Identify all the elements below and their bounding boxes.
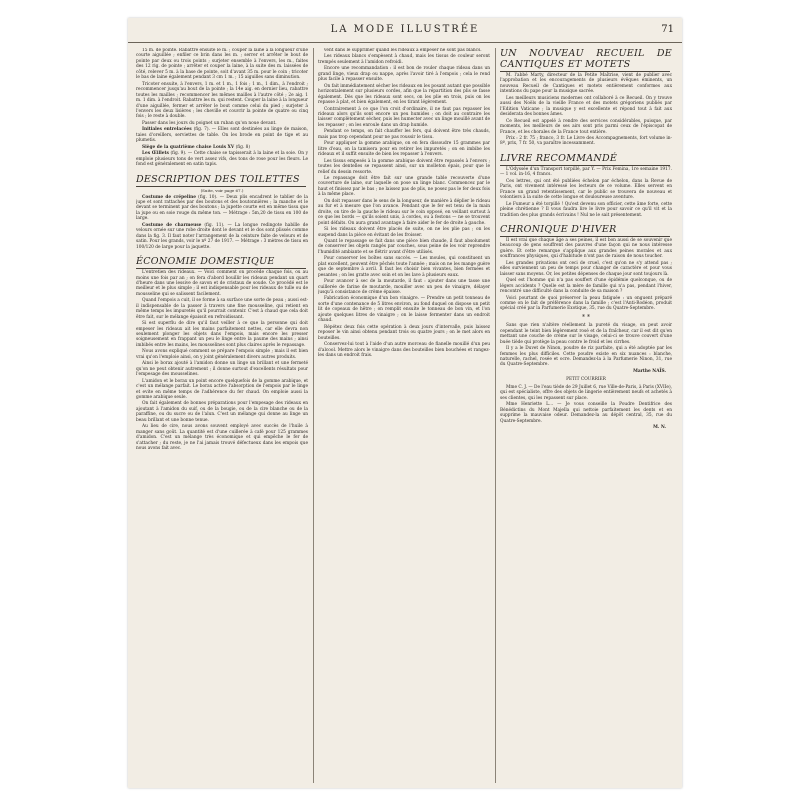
chronique-paragraph: Sans que rien n'altère réellement la pureté du visage, on peut avoir cependant le teint bien légèrement rosé et de la fraîcheur, car il est dit qu'en mettant une couche de crème sur le visage, celui-ci se trouve couvert d'une buée tiède qui protège la peau contre le froid et les cirrhes. [500,323,672,345]
section-underline [500,236,670,237]
column-left [136,48,308,783]
courrier-signature: M. N. [653,425,666,431]
newspaper-page [128,18,682,788]
crepeline-paragraph [136,195,308,222]
body-paragraph: Quant le repassage se fait dans une pièce bien chaude, il faut absolument de conserver les objets rangés par couches, sous peine de les voir reprendre l'humidité ambiante et se flétrir avant d'être utilisés. [318,238,490,255]
cantiques-paragraph: Les meilleurs musiciens modernes ont collaboré à ce Recueil. On y trouve aussi des Noëls de la vieille France et des motets grégoriens publiés par l'Edition Vaticane ; la musique y est excellente et répond tout à fait aux desiderata des bonnes âmes. [500,95,672,118]
page-header [128,18,682,43]
body-paragraph: Pour appliquer la gomme arabique, on en fera dissoudre 15 grammes par litre d'eau, on la tamisera pour en retirer les impuretés ; on en imbibe les rideaux et il suffit ensuite de bien les repasser à l'envers. [318,141,490,158]
crepeline-text: (fig. 10). — Deux plis encadrent le tablier de la jupe et sont rattachés par des boutons et des boutonnières ; la manche et le devant se terminent par des boutons ; la jupette courte est en même tissu que la jupe ou en soie rouge du même ton. — Métrage : 5m,20 de tissu en 100 de large. [136,194,308,222]
oeillets-paragraph [136,151,308,167]
courrier-paragraph: Mme C. J. — De l'eau tiède de 29 Juillet 6, rue Ville-de-Paris, à Paris (XVIIe), qui est spécialiste, offre des objets de lingerie entièrement neufs et achetés à ses clientes, qui les repassent sur place. [500,384,672,401]
initiales-text: (fig. 7). — Elles sont destinées au linge de maison, taies d'oreillers, serviettes de table. On les brode en point de tige et au plumetis. [136,127,308,144]
intro-paragraph-3: Passer dans les jours du poignet un ruban qu'on noue devant. [142,120,277,126]
column-divider-1 [313,48,314,783]
column-middle [318,48,490,783]
body-paragraph: Pour conserver les boîtes sans succès. — Les moules, qui constituent un plat excellent, peuvent être pêchés toute l'année ; mais on ne les mange guère que de septembre à avril. Il faut les choisir bien vivantes, bien fermées et pesantes ; on les gratte avec soin et on les lave à plusieurs eaux. [318,256,490,278]
economie-paragraph: Si est superflu de dire qu'il faut veiller à ce que la personne qui doit empeser les rideaux ait les mains parfaitement nettes, car elle devra non seulement plonger les objets dans l'empois, mais encore les presser soigneusement en frappant un peu le linge entre la paume des mains ; ainsi imbibés entre les mains, les mousselines sont plus claires après le repassage. [136,321,308,348]
body-paragraph: Conservez-lui tout à l'aide d'un autre morceau de flanelle mouillé d'un peu d'alcool. Mettre alors le vinaigre dans des bouteilles bien bouchées et rangez-les dans un endroit frais. [318,342,490,359]
cantiques-paragraph: M. l'abbé Marty, directeur de la Petite Maîtrise, vient de publier avec l'approbation et les encouragements de plusieurs évêques éminents, un nouveau Recueil de Cantiques et motets entièrement conformes aux intentions du pape pour la musique sacrée. [500,73,672,95]
chronique-paragraph: Il y a le Duvet de Ninon, poudre de riz parfaite, qui a été adoptée par les femmes les plus difficiles. Cette poudre existe en six nuances : blanche, naturelle, rachel, rosée et ocre. Demandez-la à la Parfumerie Ninon, 31, rue du Quatre-Septembre. [500,346,672,368]
courrier-title: PETIT COURRIER [566,377,606,383]
section-heading-chronique: CHRONIQUE D'HIVER [500,223,617,235]
body-paragraph: Répétez deux fois cette opération à deux jours d'intervalle, puis laissez reposer le vin ainsi obtenu pendant trois ou quatre jours ; on le met alors en bouteilles. [318,324,490,341]
intro-paragraph-1: 15 m. de pointe. Rabattre ensuite le m. ; couper la laine à la longueur d'une courte aiguillée ; enfiler ce brin dans les m. ; serrer et arrêter le bout de pointe par deux ou trois points ; surjeter ensemble à l'envers, les m., faites des 12 rig. de pointe ; arrêter et couper la laine, à la suite des m. laissées de côté, relever 5 m. à la base de pointe, soit d'avant 35 m. pour le coin ; tricoter le bas de laine également pendant 3 cm 1 m. ; 15 aiguilles sans diminution. [136,48,308,81]
publication-title: LA MODE ILLUSTRÉE [330,24,480,35]
body-paragraph: Les tissus empesés à la gomme arabique doivent être repassés à l'envers ; toutes les dentelles se repassent ainsi, sur un molleton épais, pour que le relief du dessin ressorte. [318,158,490,175]
section-underline [500,165,670,166]
oeillets-text: (fig. 9). — Cette chaise se tapisserait à la laine et la soie. On y emploie plusieurs tons de vert assez vifs, des tons de rose pour les fleurs. Le fond est généralement en satin tapis. [136,151,308,168]
section-heading-cantiques: UN NOUVEAU RECUEIL DE CANTIQUES ET MOTETS [500,48,672,70]
crepeline-label: Costume de crépeline [142,194,196,200]
body-paragraph: Pour avancer à sec de la moutarde, il faut : ajouter dans une tasse une cuillerée de farine de moutarde, mouiller avec un peu de vinaigre, délayer jusqu'à consistance de crème épaisse. [318,279,490,296]
chronique-paragraph: Les grandes privations ont ceci de cruel, c'est qu'on ne s'y attend pas ; elles surviennent un peu de temps pour changer de caractère et pour vous laisser sans moyens. Or, les petites dépenses de chaque jour sont toujours là. [500,260,672,277]
siege-paragraph [136,145,308,150]
column-right [500,48,672,783]
oeillets-label: Les Œillets [142,151,169,157]
body-paragraph: On fait immédiatement sécher les rideaux en les posant autant que possible horizontalement sur plusieurs cordes, afin que la répartition des plis se fasse également. Dès que les rideaux sont secs, on les plie en trois, puis on les repasse à plat, et bien également, en les tirant légèrement. [318,83,490,106]
siege-ref: (fig. 8) [235,144,250,150]
section-heading-livre: LIVRE RECOMMANDÉ [500,152,618,164]
chronique-paragraph: Quel est l'homme qui n'a pas souffert d'une épidémie quelconque, ou de légers accidents ? Quelle est la mère de famille qui n'a pas, pendant l'hiver, rencontré une difficulté dans la conduite de sa maison ? [500,278,672,295]
initiales-paragraph [136,127,308,143]
economie-paragraph: L'amidon et le borax un point encore quelquefois de la gomme arabique, et c'est un mélange parfait. Le borax active l'absorption de l'empois par le linge et evite en même temps de l'adhérence du fer chaud. On emploie aussi la gomme arabique seule. [136,378,308,401]
column-divider-2 [495,48,496,783]
section-heading-economie: ÉCONOMIE DOMESTIQUE [136,256,275,268]
charmeuse-label: Costume de charmeuse [142,222,202,228]
initiales-label: Initiales entrelacées [142,127,192,133]
economie-paragraph: Quand l'empois a cuit, il se forme à sa surface une sorte de peau ; aussi est-il indispensable de la passer à travers une fine mousseline, qui retient en même temps les impuretés qu'il pourrait contenir. C'est à chaud que cela doit être fait, sur le mélange épaissit en refroidissant. [136,298,308,320]
section-underline [136,268,306,269]
separator-stars: * * [582,313,590,321]
toilettes-subtitle: (Suite, voir page 67.) [200,187,244,193]
economie-paragraph: Ainsi le borax ajouté à l'amidon donne un linge un brillant et une fermeté qu'on ne peut obtenir autrement ; il donne surtout d'excellents résultats pour l'empesage des mousselines. [136,361,308,378]
economie-paragraph: Au lieu de cire, nous avons souvent employé avec succès de l'huile à manger sans goût. La quantité est d'une cuillerée à café pour 125 grammes d'amidon. C'est un mélange très économique et qui empêche le fer de s'attacher ; du reste, je ne l'ai jamais trouvé défectueux dans les empois que nous avons fait avec. [136,424,308,452]
body-paragraph: On doit repasser dans le sens de la longueur, de manière à déplier le rideau au fur et à mesure que l'on avance. Pendant que le fer est tenu de la main droite, on tire de la gauche le rideau sur le coin opposé, en veillant surtout à ce que les bords — qu'ils soient unis, à cordes, ou à festons — ne se trouvent point défaits. On aura grand avantage à faire aider le fer de droite à gauche. [318,198,490,226]
chronique-paragraph: Voici pourtant de quoi préserver la peau fatiguée : un onguent préparé comme on le fait de préférence dans la famille ; c'est l'Anti-Rodéon, produit spécial créé par la Parfumerie Exotique, 35, rue du Quatre-Septembre. [500,295,672,312]
body-paragraph: Les rideaux blancs s'empèsent à chaud, mais les tissus de couleur seront trempés seulement à l'amidon refroidi. [318,54,490,65]
section-heading-toilettes: DESCRIPTION DES TOILETTES [136,173,300,185]
page-number: 71 [661,24,674,35]
chronique-signature: Marthe NAÏS. [633,368,666,374]
section-underline [500,71,670,72]
economie-paragraph: On fait également de bonnes préparations pour l'empesage des rideaux en ajoutant à l'amidon du suif, ou de la bougie, ou de la cire blanche ou de la paraffine, ou du sucre ou de l'alun. C'est un mélange qui donne au linge un beau brillant et une bonne tenue. [136,401,308,423]
body-paragraph: Le repassage doit être fait sur une grande table recouverte d'une couverture de laine, sur laquelle on pose un linge blanc. Commencez par le haut et finissez par le bas ; ne laissez pas de plis, ne posez pas le fer deux fois à la même place. [318,175,490,198]
economie-paragraph: L'entretien des rideaux. — Voici comment on procède chaque fois, ou au moins une fois par an ; on fera d'abord bouillir les rideaux pendant un quart d'heure dans une lessive de savon et de cristaux de soude. Ce procédé est le meilleur et le plus simple ; il est indispensable pour les rideaux de tulle ou de mousseline qui se salissent facilement. [136,270,308,297]
body-paragraph: Contrairement à ce que l'on croit d'ordinaire, il ne faut pas repasser les rideaux alors qu'ils sont encore un peu humides ; on doit au contraire les laisser complètement sécher, puis les humecter avec un linge mouillé avant de les repasser ; on les enroule dans un drap humide. [318,106,490,128]
economie-paragraph: Nous avons expliqué comment se prépare l'empois simple ; mais il est bien vrai qu'on l'emploie ainsi, on y joint généralement divers autres produits. [136,349,308,360]
body-paragraph: Pendant ce temps, on fait chauffer les fers, qui doivent être très chauds, mais pas trop cependant pour ne pas roussir le tissu. [318,129,490,140]
charmeuse-paragraph [136,223,308,250]
chronique-paragraph: Il est vrai que chaque âge a ses peines, il est bon aussi de se souvenir que beaucoup de gens souffrent des pauvres d'une façon qui ne nous intéresse guère. Et cette remarque s'applique aux grandes peines morales et aux souffrances physiques, qui d'habitude n'ont pas de raison de nous toucher. [500,237,672,260]
charmeuse-text: (fig. 11). — La longue redingote habille de velours ornée sur une robe droite dont le devant et le dos sont plissés comme dans la fig. 3. Il faut noter l'arrangement de la ceinture faite de velours et de satin. Pour les grands, voir le nº 27 de 1917. — Métrage : 3 mètres de tissu en 100/120 de large pour la jaquette. [136,222,308,250]
livre-paragraph: L'Odyssée d'un Transport torpillé, par Y. — Prix Femina, 1re semaine 1917. — 1 vol. in-16, 4 francs. [500,166,672,178]
body-paragraph: vent dans le supprimer quand les rideaux à empeser ne sont pas blancs. [324,48,482,53]
body-paragraph: Si les rideaux doivent être placés de suite, on ne les plie pas ; on les suspend dans la pièce en évitant de les froisser. [318,227,490,238]
cantiques-paragraph: Prix : 2 fr. 75 ; franco, 3 fr. Le Livre des Accompagnements, fort volume in-8º, prix, 7 fr. 50, va paraître incessamment. [500,135,672,147]
livre-paragraph: Ces lettres, qui ont été publiées échelon par échelon, dans la Revue de Paris, ont vivement intéressé les lecteurs de ce volume. Elles servent en France un grand retentissement, car le public se trouvera de nouveau et volontiers à la suite de cette longue et douloureuse aventure. [500,178,672,201]
section-underline [136,186,306,187]
intro-paragraph-2: Tricoter ensuite, à l'envers, 1 m. et 1 m., 1 fois ; 1 m., 1 dim., à l'endroit ; recommencer jusqu'au bout de la pointe ; la 14e aig. en dernier lieu, rabattre toutes les mailles ; recommencer les mêmes mailles à l'autre côté ; 2e aig. 1 m. 1 dim. à l'endroit. Rabattre les m. qui restent. Couper la laine à la longueur d'une aiguillée, fermer et arrêter le bout comme celui du pied ; surjeter à l'envers les deux lisières ; les cheville et couvrir la pointe de quatre ou cinq fois ; le reste à double. [136,81,308,120]
cantiques-paragraph: Ce Recueil est appelé à rendre des services considérables, puisque, par moments, les meilleurs de ses airs sont pris parmi ceux de l'épiscopat de France, et les chorales de la France tout entière. [500,118,672,135]
body-paragraph: Encore une recommandation : il est bon de rouler chaque rideau dans un grand linge, vieux drap ou nappe, après l'avoir tiré à l'empois ; cela le rend plus facile à repasser ensuite. [318,66,490,83]
body-paragraph: Fabrication économique d'un bon vinaigre. — Prendre un petit tonneau de sorte d'une contenance de 5 litres environ, au fond duquel on dispose un petit lit de copeaux de hêtre ; on remplit ensuite le tonneau de bon vin, et l'on ajoute quelques litres de vinaigre ; on le laisse fermenter dans un endroit chaud. [318,296,490,324]
siege-label: Siège de la quatrième chaise Louis XV [142,144,235,150]
courrier-paragraph: Mme Henriette L... — Je vous conseille la Poudre Dentifrice des Bénédictins du Mont Majella qui nettoie parfaitement les dents et en supprime la mauvaise odeur. Demandez-la au dépôt central, 35, rue du Quatre-Septembre. [500,402,672,424]
livre-paragraph: Le Fumeur a été torpillé ! Qu'est devenu son officier, cette âme forte, cette pleine chrétienne ? Il vous faudra lire le livre pour savoir ce qu'il vit et la tradition des plus grands écrivains ! Nul ne le sait présentement. [500,201,672,218]
